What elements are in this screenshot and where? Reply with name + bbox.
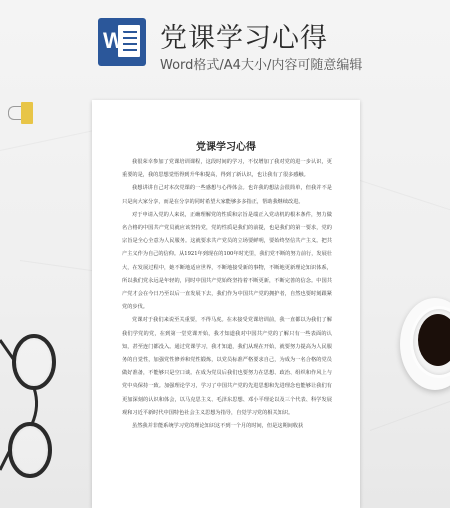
word-icon-line — [123, 37, 137, 39]
page-subtitle: Word格式/A4大小/内容可随意编辑 — [160, 58, 363, 73]
document-paragraph: 我想讲讲自己对本次党课的一些感想与心得体会。也许我的想法会很简单，但我并不是只是向大家分享，而是在分享的同时希望大家能够多多指正，帮助我继续改进。 — [122, 185, 332, 205]
binder-clip-body — [21, 102, 33, 124]
document-paragraph: 我很荣幸参加了党课培训课程，这段时间的学习，不仅增加了我对党的进一步认识，更重要的是，我的思想觉悟得到升华和提高，得到了新认识，也让我有了很多感触。 — [122, 159, 332, 179]
document-paragraph: 对于申请入党的人来说，正确理解党的性质和宗旨是端正入党动机的根本条件，努力做名合格的中国共产党员就应该坚持党，党的性质是我们的前提，也是我们的第一要求，党的宗旨是全心全意为人民服务。这就要求共产党员的立场要鲜明，要始终坚信共产主义。把共产主义作为自己的信仰。从1921年到现在的100年时光里，我们党不断的努力前行，发展壮大，在发展过程中，她不断地适应世界，不断地接受新的事物，不断地更新理论知识体系，所以我们党永远是年轻的，同时中国共产党始终坚持着不断更新，不断完善的信念。中国共产党才会在今日乃至以后一直发展下去，我们作为中国共产党的拥护者，自然也要时刻跟紧党的步伐。 — [122, 211, 332, 311]
marble-vein — [360, 180, 450, 212]
word-icon-line — [123, 49, 137, 51]
page-header — [0, 0, 450, 80]
document-title: 党课学习心得 — [196, 142, 256, 153]
glasses-icon — [0, 300, 80, 508]
word-icon-line — [123, 31, 137, 33]
marble-vein — [20, 260, 99, 272]
coffee-cup-icon — [396, 290, 450, 400]
coffee-liquid — [418, 314, 450, 366]
word-icon-letter: W — [103, 28, 124, 53]
document-body — [122, 156, 332, 433]
document-paragraph: 党课对于我们来说至关重要，不得马虎。在未接受党课培训前，我一直都以为我们了解我们学党的党，在到第一堂党课开始，我才知道我对中国共产党的了解只有一些表面的认知，甚至连门都没入。通过党课学习，我才知道，我们从现在开始，就要努力提高为人民服务的自觉性，加强党性修养和党性锻炼，以党员标准严格要求自己，为成为一名合格的党员做好准备，不能够只是空口谈。在成为党员后我们也要努力在思想、政治、组织和作风上与党中央保持一致。加强理论学习，学习了中国共产党的先进思想和先进理念也能够让我们有更加深刻的认识和体会，以马克思主义、毛泽东思想、邓小平理论以及三个代表、科学发展观和习近平新时代中国特色社会主义思想为指导，自觉学习党的相关知识。 — [122, 317, 332, 416]
word-icon-line — [123, 43, 137, 45]
binder-clip-icon — [8, 100, 34, 126]
marble-vein — [370, 399, 450, 431]
page-title: 党课学习心得 — [160, 23, 328, 54]
word-icon — [98, 18, 146, 66]
document-paragraph: 虽然我并非能系统学习党的理论知识这不到一个月的时间，但是这期间收获 — [132, 423, 304, 430]
document-page — [92, 100, 360, 508]
